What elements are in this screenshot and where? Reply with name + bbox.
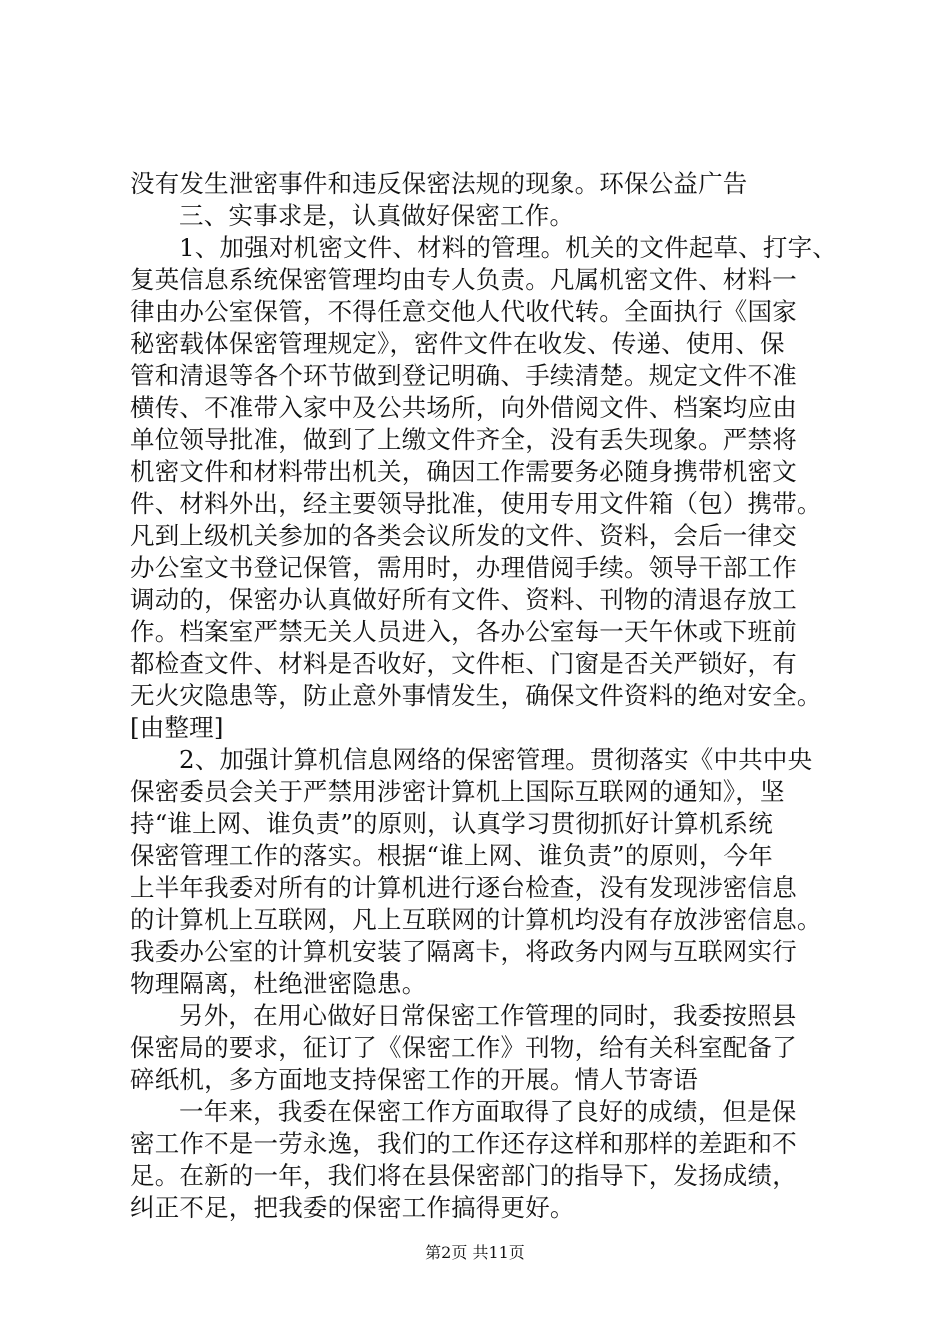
- text-line: 1、加强对机密文件、材料的管理。机关的文件起草、打字、: [179, 233, 837, 262]
- text-line: 的计算机上互联网，凡上互联网的计算机均没有存放涉密信息。: [130, 905, 822, 934]
- text-line: 另外，在用心做好日常保密工作管理的同时，我委按照县: [179, 1001, 797, 1030]
- text-line: 保密管理工作的落实。根据“谁上网、谁负责”的原则，今年: [130, 841, 773, 870]
- text-line: 无火灾隐患等，防止意外事情发生，确保文件资料的绝对安全。: [130, 681, 822, 710]
- text-line: 碎纸机，多方面地支持保密工作的开展。情人节寄语: [130, 1065, 699, 1094]
- text-line: 足。在新的一年，我们将在县保密部门的指导下，发扬成绩，: [130, 1161, 797, 1190]
- text-line: 物理隔离，杜绝泄密隐患。: [130, 969, 427, 998]
- document-body: [130, 168, 850, 1224]
- text-line: 机密文件和材料带出机关，确因工作需要务必随身携带机密文: [130, 457, 797, 486]
- text-line: 一年来，我委在保密工作方面取得了良好的成绩，但是保: [179, 1097, 797, 1126]
- text-line: 件、材料外出，经主要领导批准，使用专用文件箱（包）携带。: [130, 489, 822, 518]
- text-line: 2、加强计算机信息网络的保密管理。贯彻落实《中共中央: [179, 745, 813, 774]
- text-line: 都检查文件、材料是否收好，文件柜、门窗是否关严锁好，有: [130, 649, 797, 678]
- text-line: 办公室文书登记保管，需用时，办理借阅手续。领导干部工作: [130, 553, 797, 582]
- text-line: 横传、不准带入家中及公共场所，向外借阅文件、档案均应由: [130, 393, 797, 422]
- text-line: 管和清退等各个环节做到登记明确、手续清楚。规定文件不准: [130, 361, 797, 390]
- text-line: 三、实事求是，认真做好保密工作。: [179, 201, 575, 230]
- text-line: 持“谁上网、谁负责”的原则，认真学习贯彻抓好计算机系统: [130, 809, 773, 838]
- text-line: 没有发生泄密事件和违反保密法规的现象。环保公益广告: [130, 169, 748, 198]
- text-line: 保密局的要求，征订了《保密工作》刊物，给有关科室配备了: [130, 1033, 797, 1062]
- text-line: 保密委员会关于严禁用涉密计算机上国际互联网的通知》，坚: [130, 777, 785, 806]
- text-line: 凡到上级机关参加的各类会议所发的文件、资料，会后一律交: [130, 521, 797, 550]
- text-line: 律由办公室保管，不得任意交他人代收代转。全面执行《国家: [130, 297, 797, 326]
- text-line: 密工作不是一劳永逸，我们的工作还存这样和那样的差距和不: [130, 1129, 797, 1158]
- text-line: 复英信息系统保密管理均由专人负责。凡属机密文件、材料一: [130, 265, 797, 294]
- text-line: [由整理]: [130, 713, 224, 742]
- text-line: 作。档案室严禁无关人员进入，各办公室每一天午休或下班前: [130, 617, 797, 646]
- text-line: 上半年我委对所有的计算机进行逐台检查，没有发现涉密信息: [130, 873, 797, 902]
- text-line: 调动的，保密办认真做好所有文件、资料、刊物的清退存放工: [130, 585, 797, 614]
- text-line: 我委办公室的计算机安装了隔离卡，将政务内网与互联网实行: [130, 937, 797, 966]
- text-line: 纠正不足，把我委的保密工作搞得更好。: [130, 1193, 575, 1222]
- text-line: 单位领导批准，做到了上缴文件齐全，没有丢失现象。严禁将: [130, 425, 797, 454]
- page-number: 第2页 共11页: [425, 1243, 525, 1262]
- text-line: 秘密载体保密管理规定》，密件文件在收发、传递、使用、保: [130, 329, 785, 358]
